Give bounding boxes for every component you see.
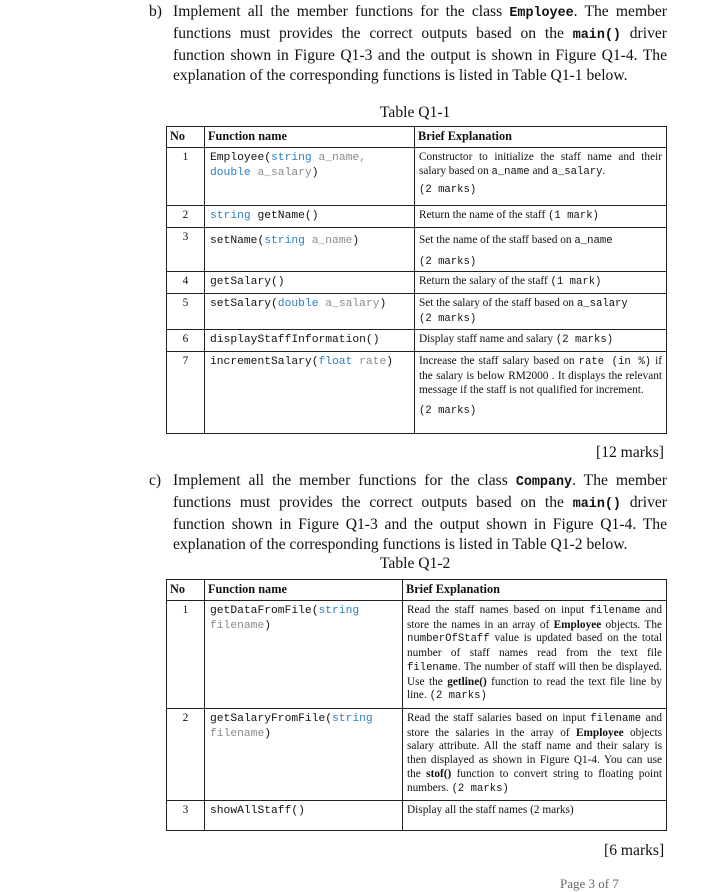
header-function-name: Function name: [205, 580, 403, 601]
function-name: getSalaryFromFile(string filename): [205, 709, 403, 801]
row-number: 6: [167, 330, 205, 352]
table-header-row: [167, 127, 667, 148]
table-row: [167, 352, 667, 434]
row-number: 4: [167, 272, 205, 294]
main-function-ref: main(): [572, 497, 621, 512]
section-c-label: c): [149, 472, 162, 489]
function-name: setSalary(double a_salary): [205, 294, 415, 330]
brief-explanation: Read the staff names based on input filename and store the names in an array of Employee objects. The numberOfStaff value is updated based on the total number of staff names read from the text file filename. The number of staff will then be displayed. Use the getline() function to read the text file line by line. (2 marks): [403, 601, 667, 709]
row-number: 3: [167, 228, 205, 272]
row-number: 2: [167, 206, 205, 228]
function-name: string getName(): [205, 206, 415, 228]
table-row: [167, 272, 667, 294]
section-b-text-1: Implement all the member functions for the class: [173, 3, 510, 20]
section-c-text-2: . The member functions must provides the correct outputs based on the: [173, 472, 667, 511]
table-row: [167, 228, 667, 272]
section-b-label: b): [149, 3, 162, 20]
table-q1-1: [166, 126, 667, 434]
row-number: 2: [167, 709, 205, 801]
brief-explanation: Display staff name and salary (2 marks): [415, 330, 667, 352]
function-name: Employee(string a_name, double a_salary): [205, 148, 415, 206]
brief-explanation: Set the salary of the staff based on a_salary (2 marks): [415, 294, 667, 330]
section-c-marks: [6 marks]: [604, 842, 665, 859]
section-c-text-1: Implement all the member functions for the class: [173, 472, 516, 489]
table-row: [167, 330, 667, 352]
row-number: 1: [167, 148, 205, 206]
section-b-text-2: . The member functions must provides the correct outputs based on the: [173, 3, 667, 42]
brief-explanation: Increase the staff salary based on rate (in %) if the salary is below RM2000 . It displays the relevant message if the staff is not qualified for increment. (2 marks): [415, 352, 667, 434]
section-c-paragraph: [149, 471, 667, 555]
table-row: [167, 148, 667, 206]
brief-explanation: Constructor to initialize the staff name and their salary based on a_name and a_salary. (2 marks): [415, 148, 667, 206]
brief-explanation: Read the staff salaries based on input filename and store the salaries in the array of Employee objects salary attribute. All the staff name and their salary is then displayed as shown in Figure Q1-4. You can use the stof() function to convert string to floating point numbers. (2 marks): [403, 709, 667, 801]
header-brief-explanation: Brief Explanation: [415, 127, 667, 148]
header-function-name: Function name: [205, 127, 415, 148]
row-number: 7: [167, 352, 205, 434]
section-b-paragraph: [149, 2, 667, 86]
table-row: [167, 709, 667, 801]
function-name: setName(string a_name): [205, 228, 415, 272]
function-name: showAllStaff(): [205, 801, 403, 831]
table-q1-2: [166, 579, 667, 831]
table-q1-1-caption: Table Q1-1: [380, 104, 451, 121]
table-row: [167, 801, 667, 831]
section-c-text-3: driver function shown in Figure Q1-3 and the output shown in Figure Q1-4. The explanation of the corresponding functions is listed in Table Q1-2 below.: [173, 494, 667, 553]
function-name: incrementSalary(float rate): [205, 352, 415, 434]
brief-explanation: Return the name of the staff (1 mark): [415, 206, 667, 228]
page-footer: Page 3 of 7: [560, 876, 619, 891]
brief-explanation: Set the name of the staff based on a_name (2 marks): [415, 228, 667, 272]
table-row: [167, 206, 667, 228]
section-b-text-3: driver function shown in Figure Q1-3 and the output is shown in Figure Q1-4. The explanation of the corresponding functions is listed in Table Q1-1 below.: [173, 25, 667, 84]
main-function-ref: main(): [572, 28, 621, 43]
function-name: getSalary(): [205, 272, 415, 294]
table-row: [167, 601, 667, 709]
function-name: displayStaffInformation(): [205, 330, 415, 352]
class-name-employee: Employee: [509, 6, 574, 21]
table-header-row: [167, 580, 667, 601]
table-q1-2-caption: Table Q1-2: [380, 555, 451, 572]
function-name: getDataFromFile(string filename): [205, 601, 403, 709]
section-b-marks: [12 marks]: [596, 444, 664, 461]
header-no: No: [167, 580, 205, 601]
header-no: No: [167, 127, 205, 148]
brief-explanation: Return the salary of the staff (1 mark): [415, 272, 667, 294]
brief-explanation: Display all the staff names (2 marks): [403, 801, 667, 831]
table-row: [167, 294, 667, 330]
row-number: 3: [167, 801, 205, 831]
header-brief-explanation: Brief Explanation: [403, 580, 667, 601]
row-number: 1: [167, 601, 205, 709]
class-name-company: Company: [515, 475, 573, 490]
row-number: 5: [167, 294, 205, 330]
